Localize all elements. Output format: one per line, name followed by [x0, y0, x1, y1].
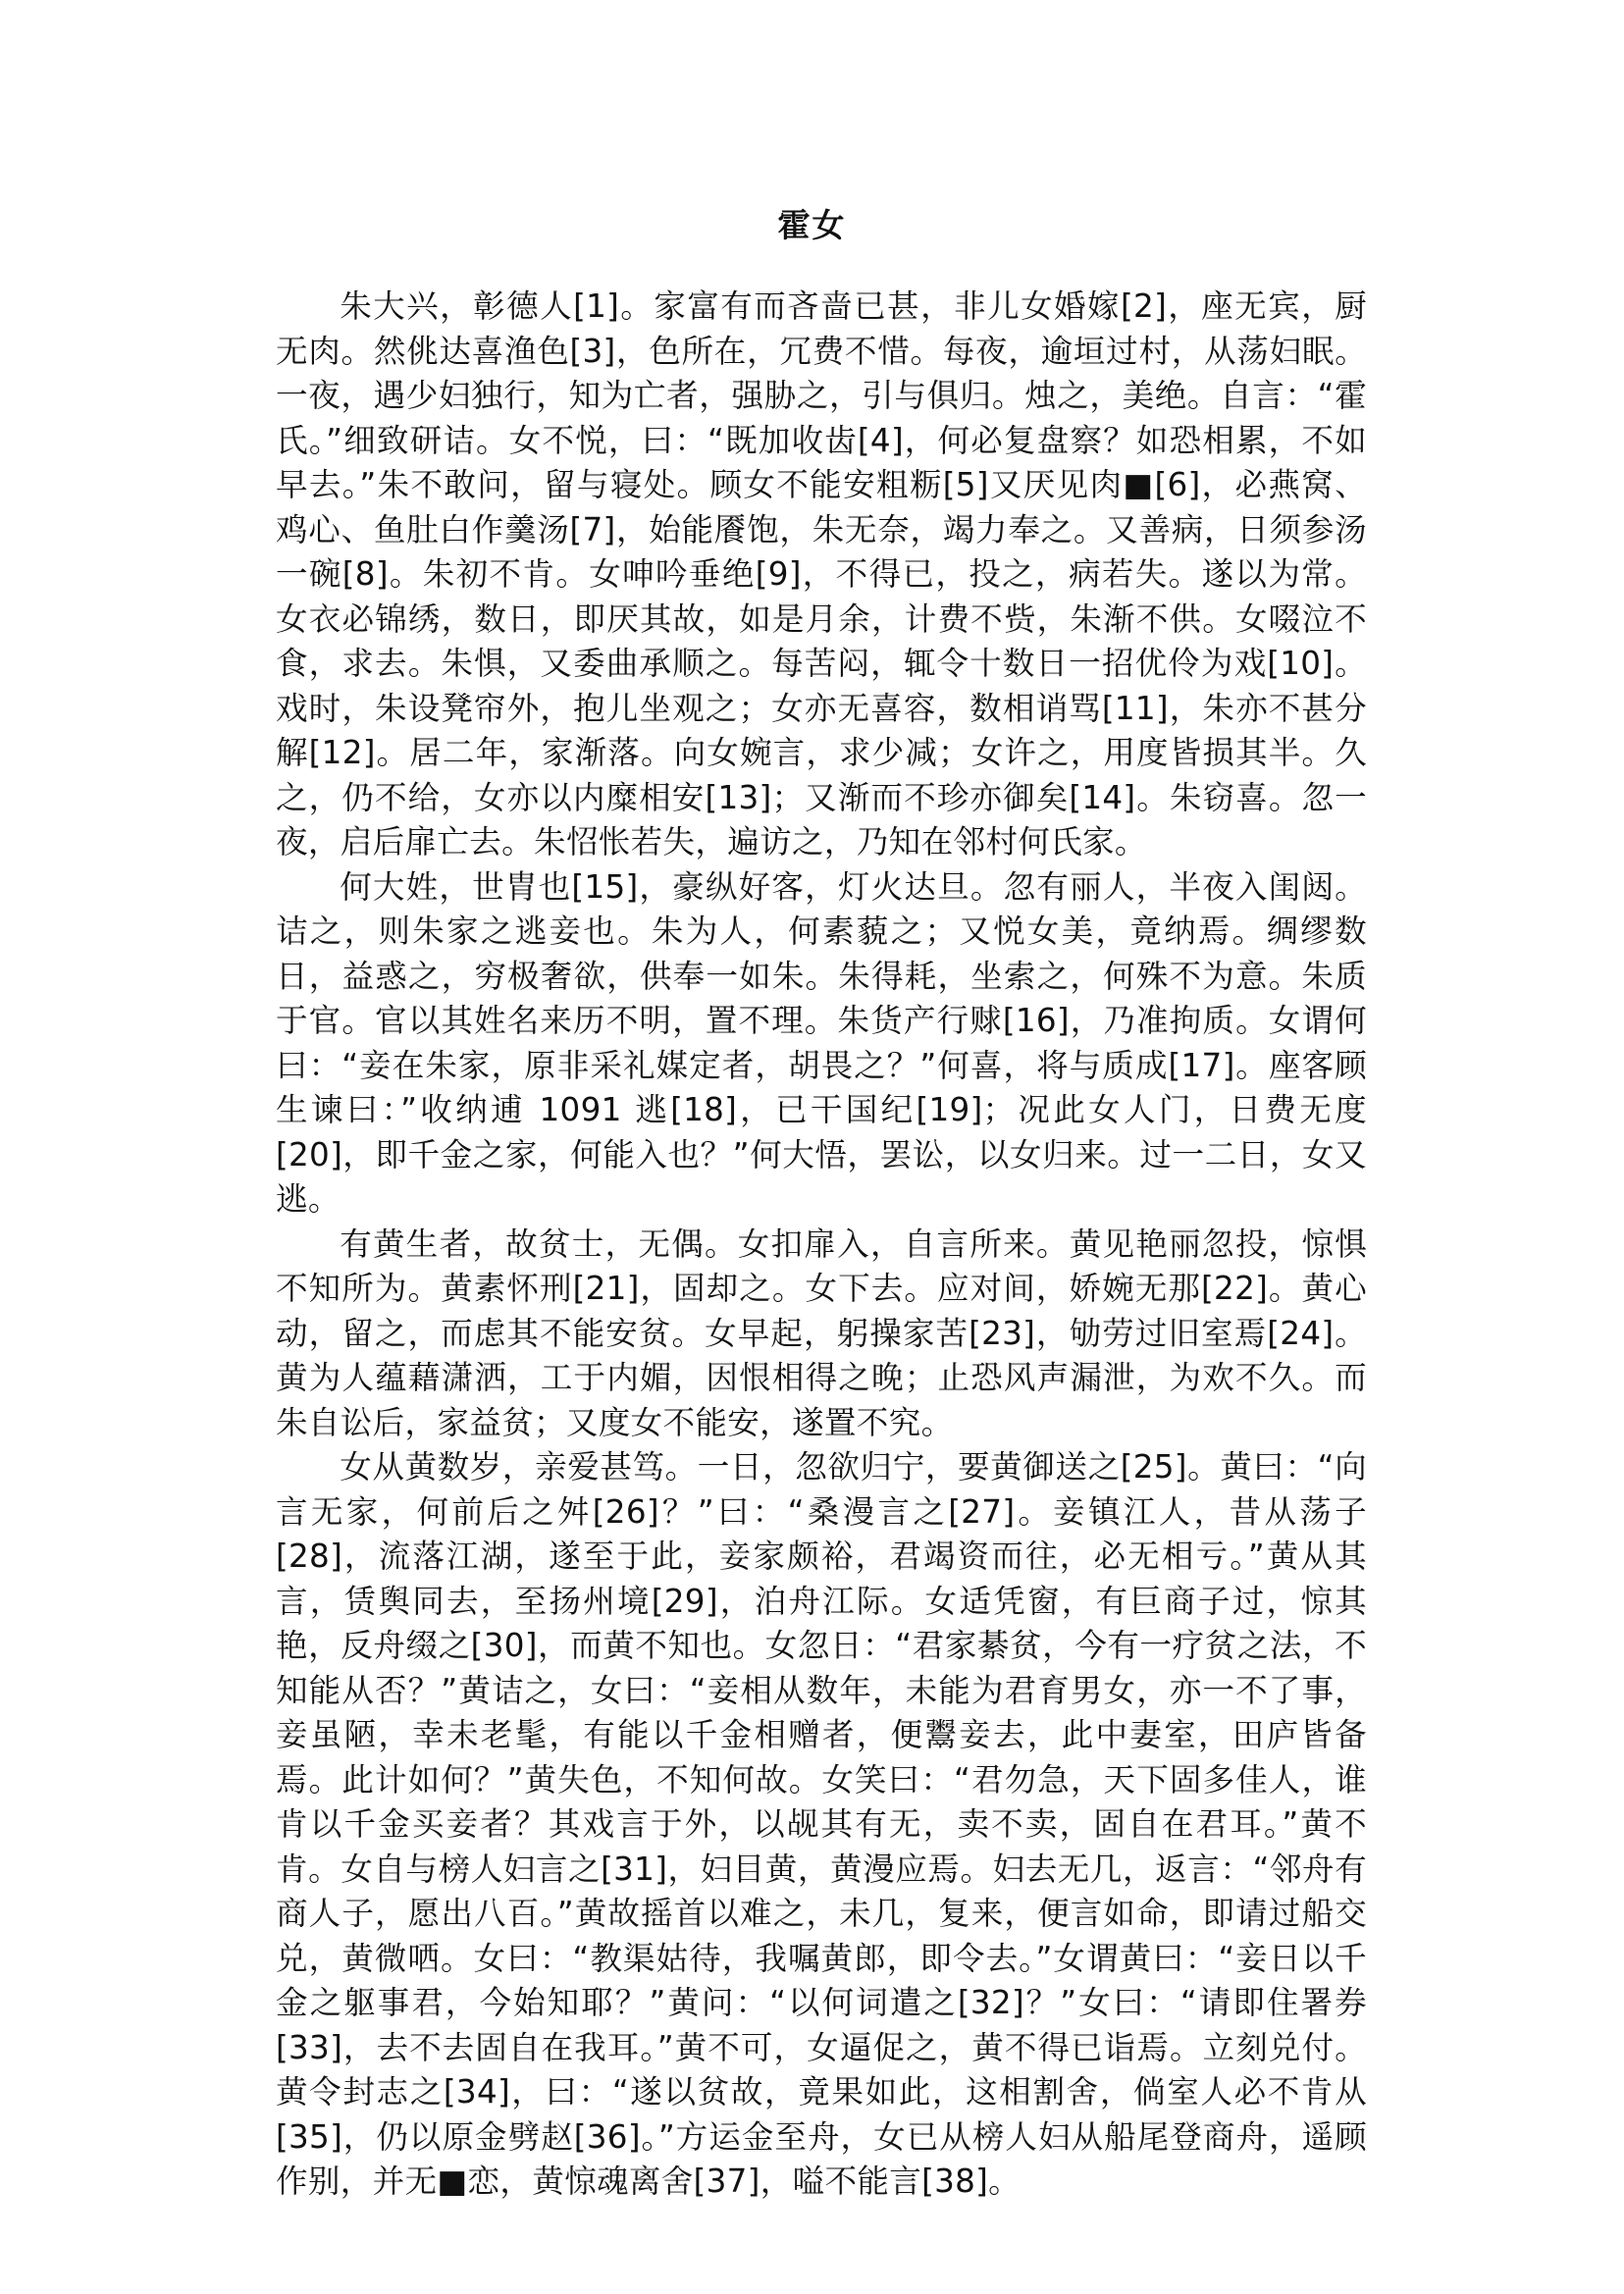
paragraph-1: 朱大兴，彰德人[1]。家富有而吝啬已甚，非儿女婚嫁[2]，座无宾，厨无肉。然佻达喜渔色[3]，色所在，冗费不惜。每夜，逾垣过村，从荡妇眠。一夜，遇少妇独行，知为亡者，强胁之，引与俱归。烛之，美绝。自言：“霍氏。”细致研诘。女不悦，曰：“既加收齿[4]，何必复盘察？如恐相累，不如早去。”朱不敢问，留与寝处。顾女不能安粗粝[5]又厌见肉■[6]，必燕窝、鸡心、鱼肚白作羹汤[7]，始能餍饱，朱无奈，竭力奉之。又善病，日须参汤一碗[8]。朱初不肯。女呻吟垂绝[9]，不得已，投之，病若失。遂以为常。女衣必锦绣，数日，即厌其故，如是月余，计费不赀，朱渐不供。女啜泣不食，求去。朱惧，又委曲承顺之。每苦闷，辄令十数日一招优伶为戏[10]。戏时，朱设凳帘外，抱儿坐观之；女亦无喜容，数相诮骂[11]，朱亦不甚分解[12]。居二年，家渐落。向女婉言，求少减；女许之，用度皆损其半。久之，仍不给，女亦以内糜相安[13]；又渐而不珍亦御矣[14]。朱窃喜。忽一夜，启后扉亡去。朱怊怅若失，遍访之，乃知在邻村何氏家。 — [276, 287, 1367, 860]
paragraph-3: 有黄生者，故贫士，无偶。女扣扉入，自言所来。黄见艳丽忽投，惊惧不知所为。黄素怀刑[21]，固却之。女下去。应对间，娇婉无那[22]。黄心动，留之，而虑其不能安贫。女早起，躬操家苦[23]，劬劳过旧室焉[24]。黄为人蕴藉潇洒，工于内媚，因恨相得之晚；止恐风声漏泄，为欢不久。而朱自讼后，家益贫；又度女不能安，遂置不究。 — [276, 1225, 1367, 1441]
document-body — [276, 285, 1367, 2205]
document-title: 霍女 — [777, 206, 847, 244]
paragraph-2: 何大姓，世胄也[15]，豪纵好客，灯火达旦。忽有丽人，半夜入闺闼。诘之，则朱家之逃妾也。朱为人，何素藐之；又悦女美，竟纳焉。绸缪数日，益惑之，穷极奢欲，供奉一如朱。朱得耗，坐索之，何殊不为意。朱质于官。官以其姓名来历不明，置不理。朱货产行赇[16]，乃准拘质。女谓何曰：“妾在朱家，原非采礼媒定者，胡畏之？”何喜，将与质成[17]。座客顾生谏曰：”收纳逋 1091 逃[18]，已干国纪[19]；况此女人门，日费无度[20]，即千金之家，何能入也？”何大悟，罢讼，以女归来。过一二日，女又逃。 — [276, 867, 1367, 1218]
paragraph-4: 女从黄数岁，亲爱甚笃。一日，忽欲归宁，要黄御送之[25]。黄曰：“向言无家，何前后之舛[26]？”曰：“桑漫言之[27]。妾镇江人，昔从荡子[28]，流落江湖，遂至于此，妾家颇裕，君竭资而往，必无相亏。”黄从其言，赁舆同去，至扬州境[29]，泊舟江际。女适凭窗，有巨商子过，惊其艳，反舟缀之[30]，而黄不知也。女忽日：“君家綦贫，今有一疗贫之法，不知能从否？”黄诘之，女曰：“妾相从数年，未能为君育男女，亦一不了事，妾虽陋，幸未老髦，有能以千金相赠者，便鬻妾去，此中妻室，田庐皆备焉。此计如何？”黄失色，不知何故。女笑曰：“君勿急，天下固多佳人，谁肯以千金买妾者？其戏言于外，以觇其有无，卖不卖，固自在君耳。”黄不肯。女自与榜人妇言之[31]，妇目黄，黄漫应焉。妇去无几，返言：“邻舟有商人子，愿出八百。”黄故摇首以难之，未几，复来，便言如命，即请过船交兑，黄微哂。女曰：“教渠姑待，我嘱黄郎，即令去。”女谓黄曰：“妾日以千金之躯事君，今始知耶？”黄问：“以何词遣之[32]？”女曰：“请即住署券[33]，去不去固自在我耳。”黄不可，女逼促之，黄不得已诣焉。立刻兑付。黄令封志之[34]，曰：“遂以贫故，竟果如此，这相割舍，倘室人必不肯从[35]，仍以原金劈赵[36]。”方运金至舟，女已从榜人妇从船尾登商舟，遥顾作别，并无■恋，黄惊魂离舍[37]，嗌不能言[38]。 — [276, 1448, 1367, 2200]
